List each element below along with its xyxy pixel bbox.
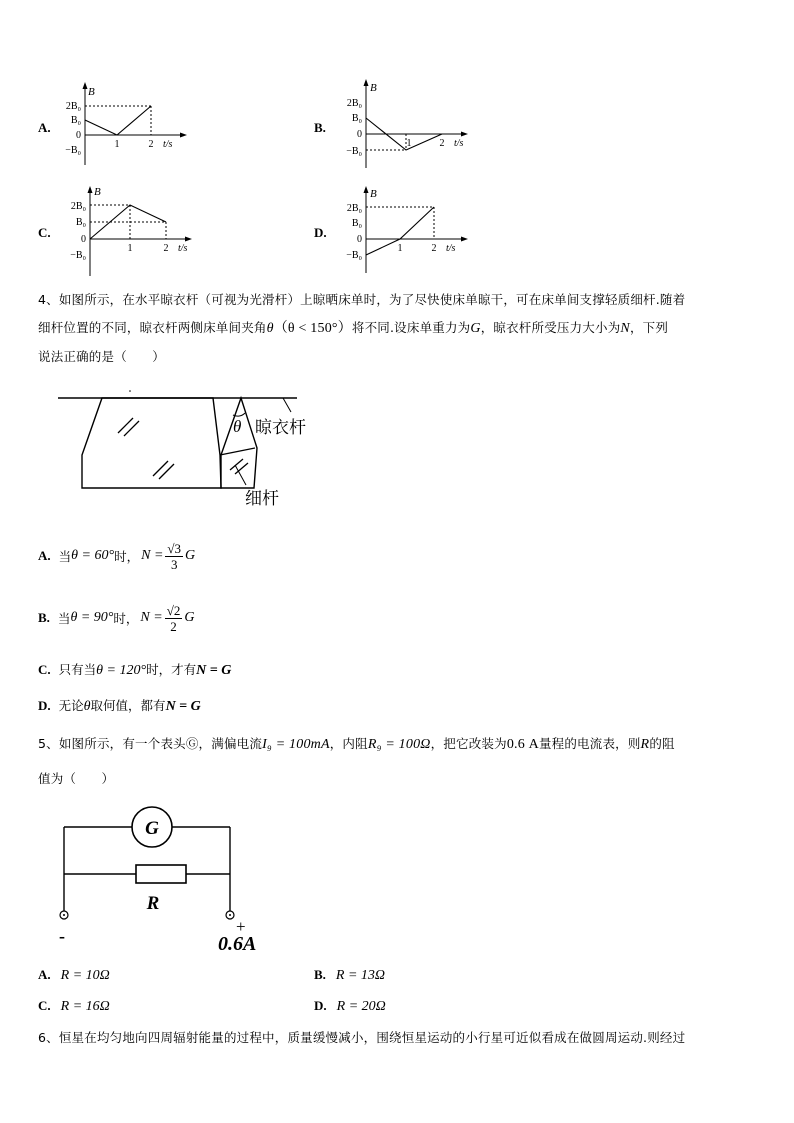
option-value: R = 10Ω: [60, 968, 110, 983]
pre-text: 当: [57, 611, 71, 626]
q4-line1: 4、如图所示，在水平晾衣杆（可视为光滑杆）上晾晒床单时，为了尽快使床单晾干，可在床单间支撑轻质细杆.随着: [38, 292, 686, 307]
option-letter: C.: [38, 662, 51, 677]
option-letter: A.: [38, 548, 51, 563]
tick-2b0: 2B₀: [346, 203, 362, 214]
q5-line1-b: ，内阻: [329, 736, 368, 751]
tick-b0: B₀: [351, 218, 362, 229]
q4-line2: [38, 314, 758, 343]
q5-option-b[interactable]: [314, 967, 385, 984]
mid-text: 时，: [113, 611, 139, 626]
theta-label: θ: [233, 417, 242, 436]
hatch-mark: [118, 418, 133, 433]
y-label: B: [370, 82, 377, 94]
lhs: N =: [140, 610, 163, 625]
numerator: √3: [167, 540, 182, 556]
x-axis-arrow: [185, 237, 192, 242]
option-letter: B.: [38, 610, 50, 625]
q4-option-b[interactable]: [38, 598, 194, 638]
y-axis-arrow: [364, 79, 369, 86]
x-label: t/s: [446, 243, 456, 254]
tick-x2: 2: [148, 139, 154, 150]
x-label: t/s: [163, 139, 173, 150]
tick-x1: 1: [127, 243, 133, 254]
bedsheet-left: [82, 398, 221, 488]
terminal-dot: [229, 914, 231, 916]
q5-rg: R₉ = 100Ω: [367, 737, 431, 752]
graph-a: [55, 80, 190, 170]
tick-2b0: 2B₀: [65, 101, 81, 112]
option-letter: D.: [38, 698, 51, 713]
stick-leader-line: [235, 465, 246, 485]
q4-line2-b: 将不同.设床单重力为: [351, 320, 471, 335]
lhs: N =: [141, 548, 164, 563]
q5-stem: [38, 727, 758, 796]
q5-option-a[interactable]: [38, 967, 110, 984]
q5-line1-c: ，把它改装为: [430, 736, 507, 751]
graph-b: [336, 76, 476, 172]
option-letter-b-graph: B.: [314, 120, 326, 135]
denominator: 2: [170, 618, 177, 634]
tick-0: 0: [357, 234, 362, 245]
y-axis-arrow: [364, 186, 369, 193]
option-letter-c-graph: C.: [38, 225, 51, 240]
tick-2b0: 2B₀: [346, 98, 362, 109]
q5-line1-a: 5、如图所示，有一个表头Ⓖ，满偏电流: [38, 736, 263, 751]
tick-x2: 2: [439, 138, 445, 149]
tick-0: 0: [81, 234, 86, 245]
q4-option-c[interactable]: [38, 660, 231, 679]
hatch-mark: [153, 461, 168, 476]
mid-text: 取何值，都有: [90, 698, 166, 713]
option-letter: C.: [38, 998, 51, 1013]
condition: θ = 120°: [96, 663, 147, 678]
numerator: √2: [166, 602, 181, 618]
tick-b0: B₀: [351, 113, 362, 124]
bedsheet-right: [221, 398, 257, 488]
tick-0: 0: [357, 129, 362, 140]
tick-b0: B₀: [70, 115, 81, 126]
tail: G: [184, 610, 195, 625]
q5-ig: I₉ = 100mA: [262, 737, 330, 752]
q4-stem: [38, 286, 758, 371]
b-curve: [85, 106, 151, 135]
pre-text: 当: [58, 549, 72, 564]
q4-cond: （θ < 150°）: [273, 321, 352, 336]
q4-line2-d: ，下列: [629, 320, 669, 335]
option-letter: A.: [38, 967, 51, 982]
x-label: t/s: [454, 138, 464, 149]
option-letter: B.: [314, 967, 326, 982]
range-label: 0.6A: [218, 933, 257, 955]
equation: N = G: [196, 663, 232, 678]
tick-x1: 1: [406, 138, 412, 149]
mid-text: 时，才有: [146, 662, 197, 677]
q5-r: R: [640, 737, 650, 752]
graph-d: [336, 183, 476, 279]
x-axis-arrow: [461, 132, 468, 137]
pre-text: 只有当: [58, 662, 97, 677]
q4-line2-a: 细杆位置的不同，晾衣杆两侧床单间夹角: [38, 320, 267, 335]
y-label: B: [88, 86, 95, 98]
plus-sign: +: [236, 917, 246, 936]
condition: θ: [83, 699, 91, 714]
tick-neg-b0: −B₀: [70, 250, 86, 261]
option-value: R = 20Ω: [336, 999, 386, 1014]
x-axis-arrow: [180, 133, 187, 138]
q4-line2-c: ，晾衣杆所受压力大小为: [480, 320, 621, 335]
rod-label: 晾衣杆: [255, 418, 306, 438]
q5-line1-e: 的阻: [649, 736, 675, 751]
q4-option-a[interactable]: [38, 536, 195, 576]
q4-g: G: [470, 321, 481, 336]
graph-c: [60, 183, 200, 279]
q4-figure: [55, 385, 330, 510]
tick-neg-b0: −B₀: [346, 146, 362, 157]
galvanometer-label: G: [145, 818, 159, 839]
mid-text: 时，: [114, 549, 140, 564]
x-axis-arrow: [461, 237, 468, 242]
y-label: B: [94, 186, 101, 198]
option-value: R = 13Ω: [335, 968, 386, 983]
equation: N = G: [165, 699, 201, 714]
minus-sign: -: [59, 926, 65, 946]
tick-b0: B₀: [75, 217, 86, 228]
y-axis-arrow: [83, 82, 88, 89]
option-letter-d-graph: D.: [314, 225, 327, 240]
thin-stick: [220, 448, 255, 455]
q4-line3: 说法正确的是（ ）: [38, 349, 166, 364]
option-letter-a-graph: A.: [38, 120, 51, 135]
condition: θ = 90°: [70, 610, 114, 625]
q5-line1: [38, 727, 758, 762]
resistor-label: R: [146, 893, 160, 914]
stick-label: 细杆: [245, 489, 279, 509]
y-label: B: [370, 188, 377, 200]
q5-line1-d: 量程的电流表，则: [538, 736, 641, 751]
tick-x2: 2: [431, 243, 437, 254]
q5-option-c[interactable]: [38, 998, 110, 1015]
tick-x1: 1: [114, 139, 120, 150]
q4-theta: θ: [266, 321, 274, 336]
tick-x2: 2: [163, 243, 169, 254]
q5-range: 0.6 A: [506, 737, 539, 752]
fraction: [165, 603, 183, 634]
q5-circuit: [50, 805, 280, 957]
fraction: [165, 541, 183, 572]
pre-text: 无论: [58, 698, 84, 713]
condition: θ = 60°: [71, 548, 115, 563]
tick-neg-b0: −B₀: [346, 250, 362, 261]
terminal-dot: [63, 914, 65, 916]
option-value: R = 16Ω: [60, 999, 110, 1014]
q4-n: N: [620, 321, 630, 336]
rod-leader-line: [283, 398, 291, 412]
resistor-symbol: [136, 865, 186, 883]
y-axis-arrow: [88, 186, 93, 193]
tick-0: 0: [76, 130, 81, 141]
q5-option-d[interactable]: [314, 998, 386, 1015]
x-label: t/s: [178, 243, 188, 254]
option-letter: D.: [314, 998, 327, 1013]
q5-line2: 值为（ ）: [38, 771, 115, 786]
hatch-mark: [159, 464, 174, 479]
speck: [129, 390, 131, 392]
tick-x1: 1: [397, 243, 403, 254]
tick-neg-b0: −B₀: [65, 145, 81, 156]
q4-option-d[interactable]: [38, 696, 201, 715]
denominator: 3: [170, 556, 178, 572]
tick-2b0: 2B₀: [70, 201, 86, 212]
tail: G: [185, 548, 196, 563]
hatch-mark: [124, 421, 139, 436]
q6-line1: 6、恒星在均匀地向四周辐射能量的过程中，质量缓慢减小，围绕恒星运动的小行星可近似看成在做圆周运动.则经过: [38, 1030, 686, 1045]
